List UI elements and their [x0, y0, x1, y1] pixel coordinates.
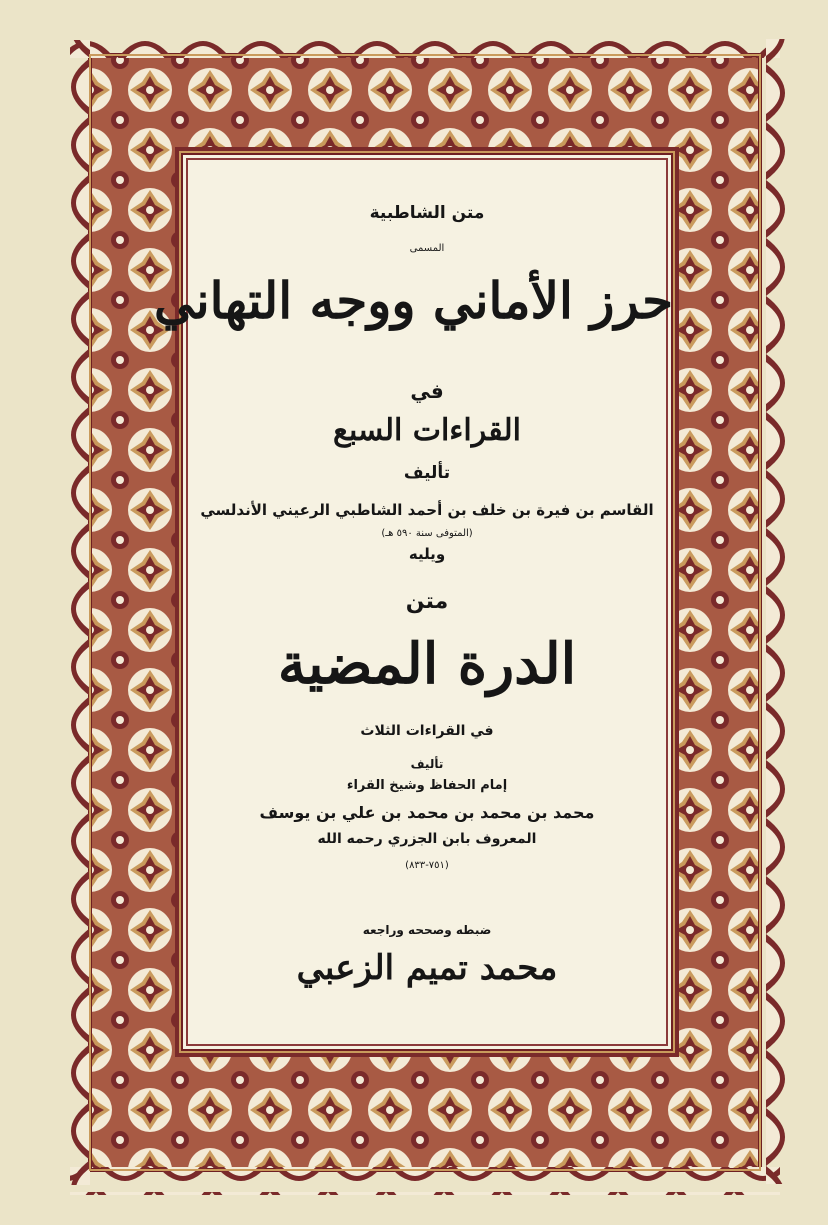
named-label: المسمى: [409, 243, 445, 254]
top-label: متن الشاطبية: [369, 203, 485, 223]
second-author-name: محمد بن محمد بن محمد بن علي بن يوسف: [259, 803, 595, 822]
authored-by-label: تأليف: [403, 463, 451, 483]
second-author-honorific: إمام الحفاظ وشيخ القراء: [346, 778, 508, 793]
subject-title: القراءات السبع: [333, 413, 521, 448]
second-subject: في القراءات الثلاث: [360, 723, 494, 739]
second-author-dates: (٧٥١-٨٣٣): [405, 860, 449, 871]
author-dates: (المتوفى سنة ٥٩٠ هـ): [381, 528, 473, 539]
title-page: [154, 153, 673, 1051]
editor-name: محمد تميم الزعبي: [296, 948, 558, 988]
editor-label: ضبطه وصححه وراجعه: [362, 923, 492, 937]
second-title: الدرة المضية: [277, 631, 577, 697]
followed-by-label: ويليه: [408, 545, 446, 563]
fi-label: في: [410, 379, 444, 403]
second-authored-by-label: تأليف: [410, 757, 444, 771]
author-name: القاسم بن فيرة بن خلف بن أحمد الشاطبي الرعيني الأندلسي: [200, 501, 654, 519]
main-title: حرز الأماني ووجه التهاني: [154, 271, 673, 330]
matn-label: متن: [405, 589, 449, 614]
second-author-known-as: المعروف بابن الجزري رحمه الله: [317, 831, 537, 847]
